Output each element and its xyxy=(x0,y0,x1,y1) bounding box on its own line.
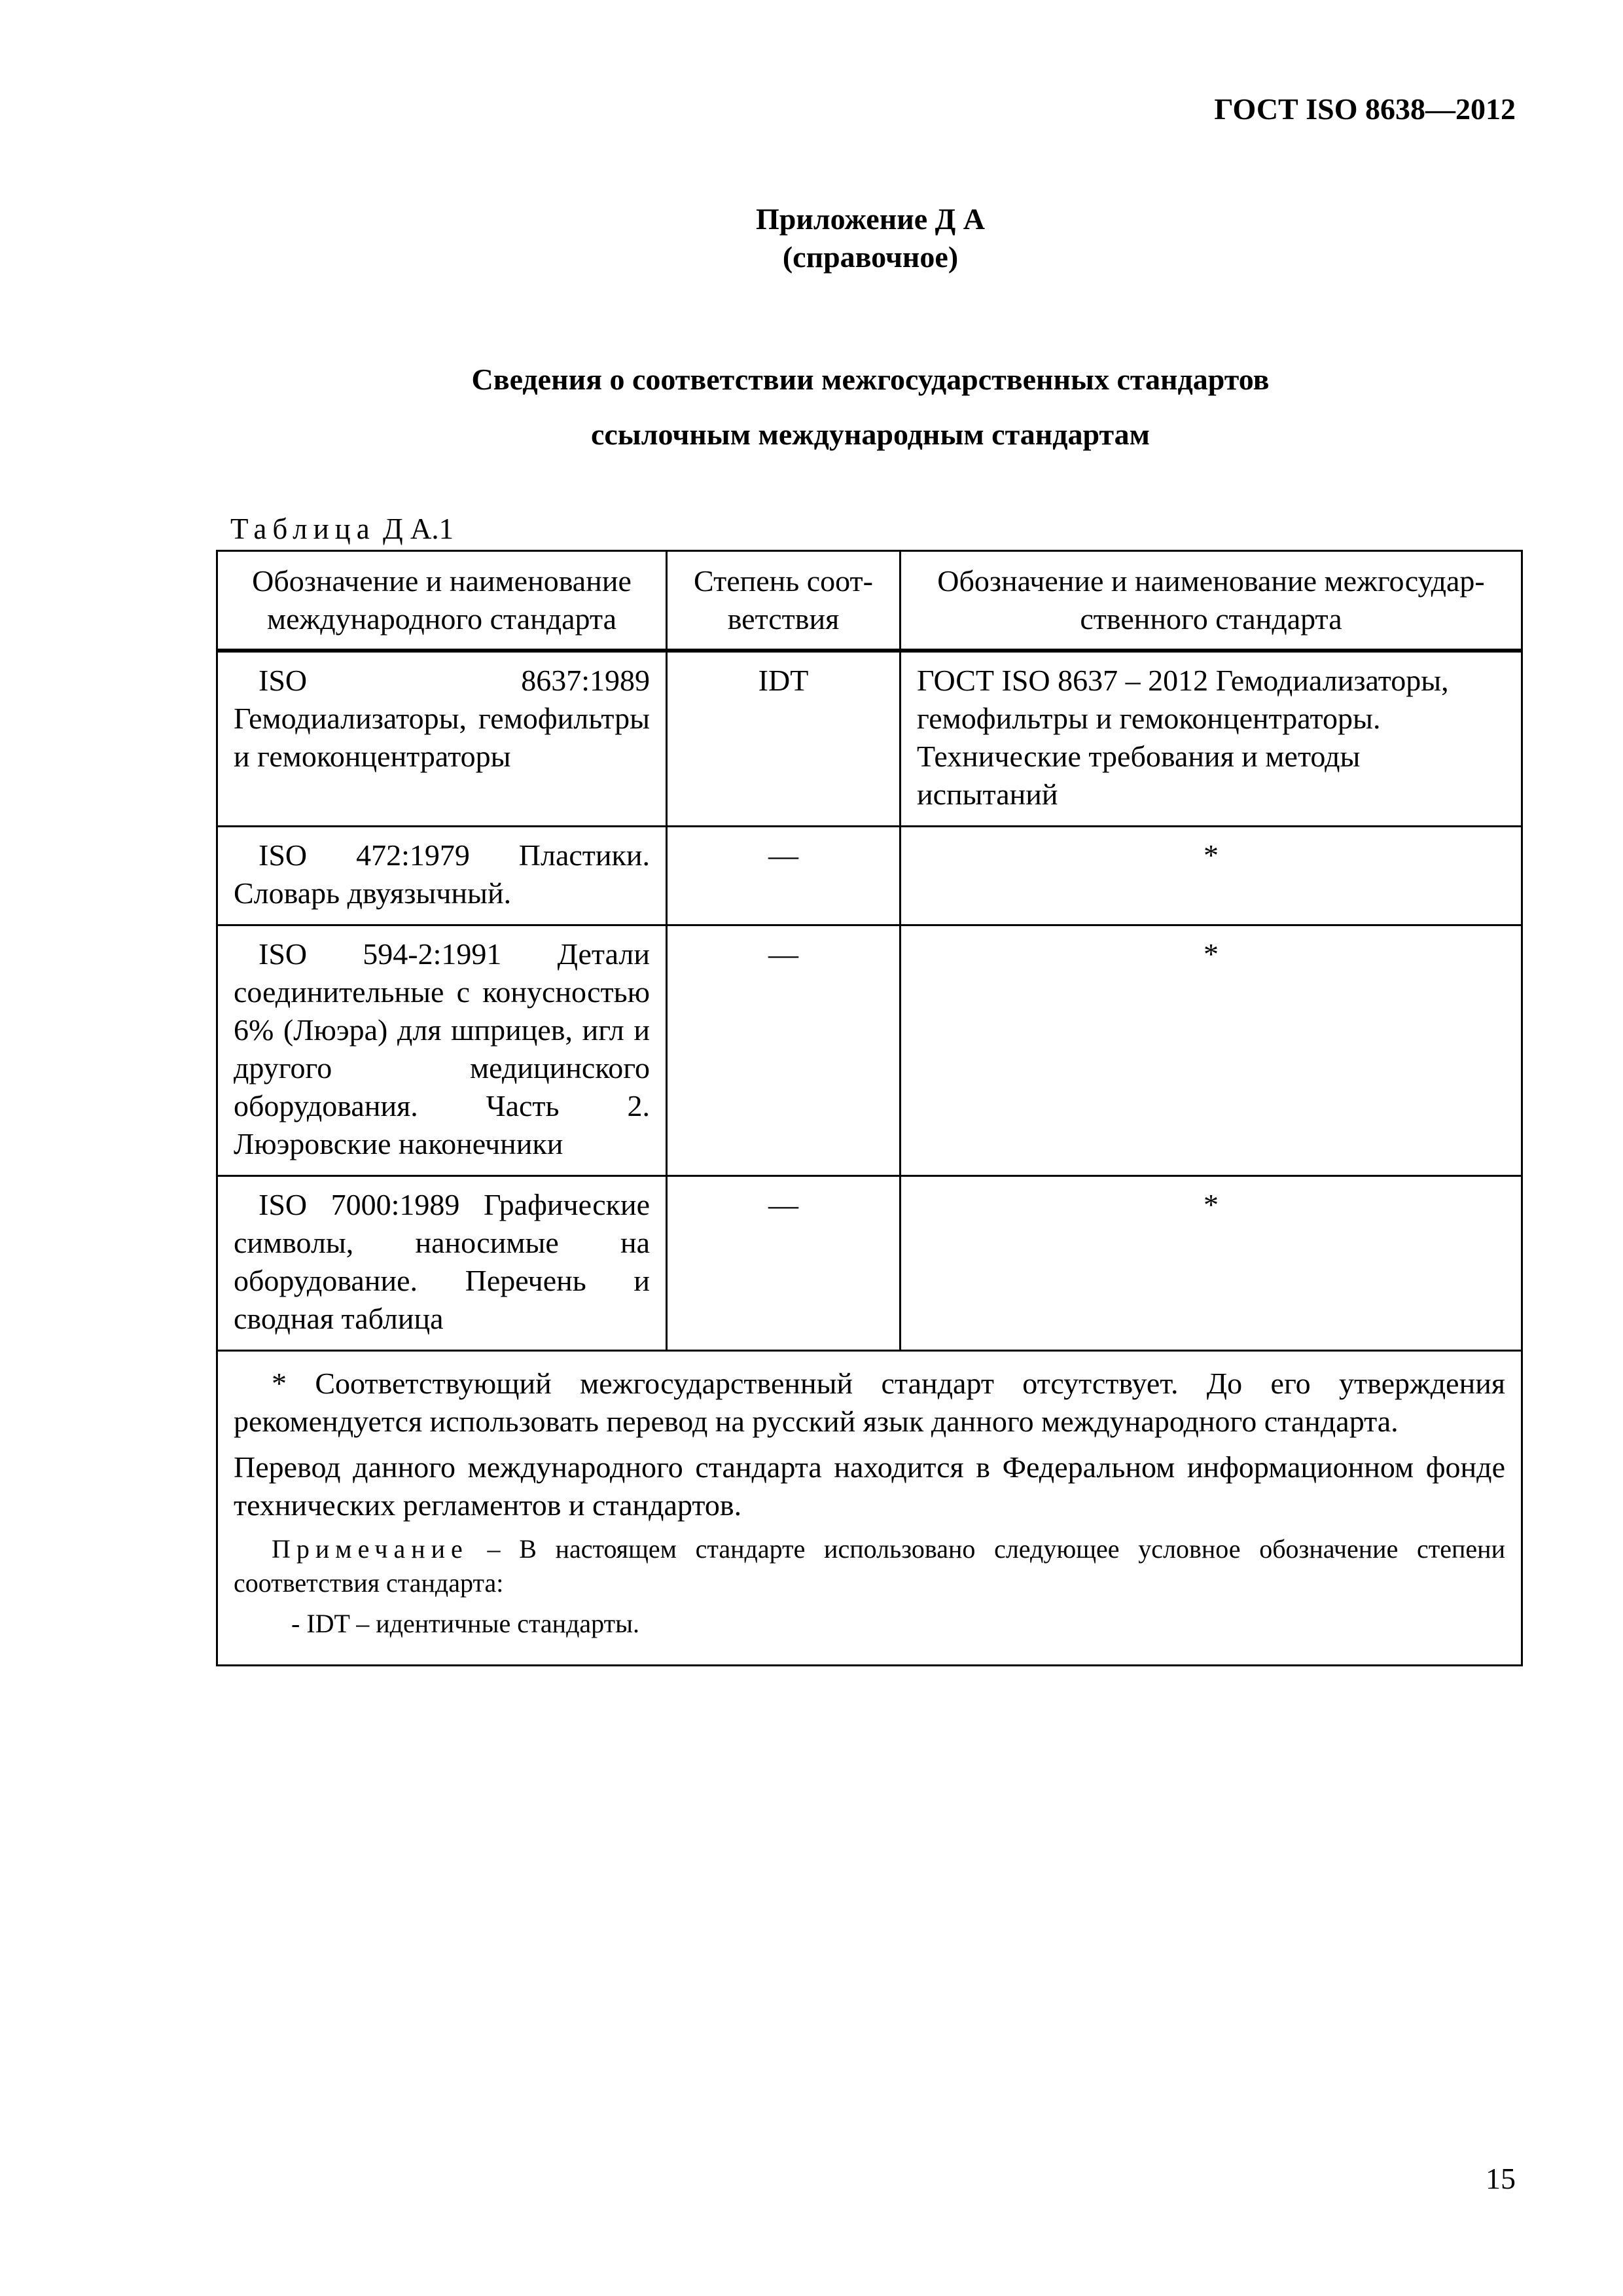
page-number: 15 xyxy=(1486,2162,1516,2195)
international-standard-cell: ISO 472:1979 Пластики. Словарь двуязычный. xyxy=(217,827,667,925)
international-standard-cell: ISO 594-2:1991 Детали соединительные с конусностью 6% (Люэра) для шприцев, игл и другого медицинского оборудования. Часть 2. Люэровские наконечники xyxy=(217,925,667,1176)
document-code: ГОСТ ISO 8638—2012 xyxy=(1214,92,1516,126)
international-standard-cell: ISO 8637:1989 Гемодиализаторы, гемофильтры и гемоконцентраторы xyxy=(217,651,667,827)
footnote-translation: Перевод данного международного стандарта находится в Федеральном информационном фонде технических регламентов и стандартов. xyxy=(234,1450,1505,1522)
column-header-degree: Степень соот-ветствия xyxy=(667,551,901,651)
footnote-missing-standard: * Соответствующий межгосударственный стандарт отсутствует. До его утверждения рекомендуется использовать перевод на русский язык данного международного стандарта. xyxy=(234,1367,1505,1438)
table-footnote-cell xyxy=(217,1351,1522,1666)
interstate-standard-cell: ГОСТ ISO 8637 – 2012 Гемодиализаторы, гемофильтры и гемоконцентраторы. Технические требования и методы испытаний xyxy=(901,651,1522,827)
appendix-title: Приложение Д А xyxy=(756,202,985,236)
column-header-interstate: Обозначение и наименование межгосудар-ственного стандарта xyxy=(901,551,1522,651)
international-standard-cell: ISO 7000:1989 Графические символы, наносимые на оборудование. Перечень и сводная таблица xyxy=(217,1176,667,1351)
footnote-note xyxy=(234,1532,1505,1600)
degree-cell: — xyxy=(667,827,901,925)
interstate-standard-cell: * xyxy=(901,925,1522,1176)
section-heading-line-1: Сведения о соответствии межгосударственных стандартов xyxy=(471,363,1270,396)
table-row xyxy=(217,925,1522,1176)
section-heading xyxy=(216,352,1525,462)
interstate-standard-cell: * xyxy=(901,1176,1522,1351)
degree-cell: IDT xyxy=(667,651,901,827)
table-header-row xyxy=(217,551,1522,651)
degree-cell: — xyxy=(667,1176,901,1351)
standards-correspondence-table xyxy=(216,550,1523,1666)
table-caption xyxy=(230,512,454,546)
table-row xyxy=(217,827,1522,925)
table-footnote-row xyxy=(217,1351,1522,1666)
section-heading-line-2: ссылочным международным стандартам xyxy=(590,418,1150,451)
note-list-item: - IDT – идентичные стандарты. xyxy=(291,1609,640,1638)
table-row xyxy=(217,651,1522,827)
interstate-standard-cell: * xyxy=(901,827,1522,925)
note-label: Примечание xyxy=(272,1534,469,1564)
table-row xyxy=(217,1176,1522,1351)
degree-cell: — xyxy=(667,925,901,1176)
appendix-status: (справочное) xyxy=(782,240,959,274)
table-caption-word: Таблица xyxy=(230,512,376,545)
table-caption-number: Д А.1 xyxy=(382,512,454,545)
appendix-title-block xyxy=(216,200,1525,276)
note-text: – В настоящем стандарте использовано следующее условное обозначение степени соответствия стандарта: xyxy=(234,1534,1505,1598)
column-header-international: Обозначение и наименование международного стандарта xyxy=(217,551,667,651)
